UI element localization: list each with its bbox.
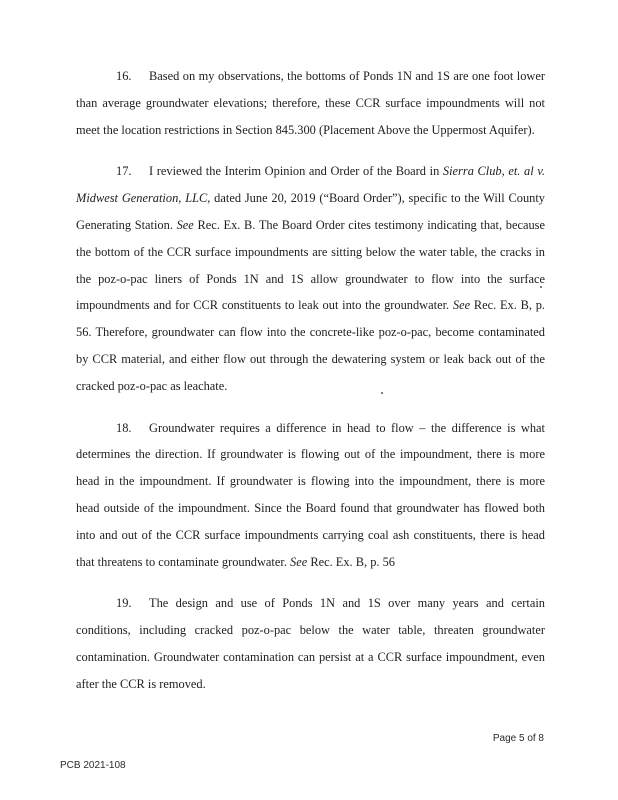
paragraph-text: Based on my observations, the bottoms of Ponds 1N and 1S are one foot lower than average groundwater elevations; therefore, these CCR surface impoundments will not meet the location restrictions in Section 845.300 (Placement Above the Uppermost Aquifer).: [76, 69, 545, 137]
docket-number: PCB 2021-108: [60, 760, 126, 771]
paragraph-text: Groundwater requires a difference in head to flow – the difference is what determines the direction. If groundwater is flowing out of the impoundment, there is more head in the impoundment. If groundwater is flowing into the impoundment, there is more head outside of the impoundment. Since the Board found that groundwater has flowed both into and out of the CCR surface impoundments carrying coal ash constituents, there is head that threatens to contaminate groundwater.: [76, 420, 545, 569]
paragraph-19: [76, 590, 545, 697]
document-body: [76, 63, 545, 713]
see-signal: See: [176, 217, 194, 232]
paragraph-text: Rec. Ex. B, p. 56. Therefore, groundwater can flow into the concrete-like poz-o-pac, become contaminated by CCR material, and either flow out through the dewatering system or leak back out of the cracked poz-o-pac as leachate.: [76, 298, 545, 393]
paragraph-number: 16.: [116, 69, 132, 83]
paragraph-text: The design and use of Ponds 1N and 1S over many years and certain conditions, including cracked poz-o-pac below the water table, threaten groundwater contamination. Groundwater contamination can persist at a CCR surface impoundment, even after the CCR is removed.: [76, 596, 545, 691]
paragraph-text: Rec. Ex. B, p. 56: [307, 554, 395, 569]
paragraph-number: 17.: [116, 164, 132, 179]
scan-speck: [540, 286, 542, 288]
paragraph-text: Rec. Ex. B. The Board Order cites testimony indicating that, because the bottom of the CCR surface impoundments are sitting below the water table, the cracks in the poz-o-pac liners of Ponds 1N and 1S allow groundwater to flow into the surface impoundments and for CCR constituents to leak out into the groundwater.: [76, 217, 545, 313]
paragraph-number: 19.: [116, 596, 132, 611]
case-citation: Sierra Club, et. al v. Midwest Generation, LLC: [76, 164, 545, 206]
paragraph-number: 18.: [116, 420, 132, 435]
paragraph-16: [76, 63, 545, 143]
paragraph-18: [76, 415, 545, 576]
see-signal: See: [290, 554, 308, 569]
paragraph-17: [76, 158, 545, 399]
scan-speck: [381, 392, 383, 394]
see-signal: See: [452, 298, 471, 313]
paragraph-text: I reviewed the Interim Opinion and Order of the Board in: [149, 164, 443, 179]
page-number: Page 5 of 8: [492, 733, 544, 744]
paragraph-text: , dated June 20, 2019 (“Board Order”), specific to the Will County Generating Station.: [76, 191, 545, 232]
